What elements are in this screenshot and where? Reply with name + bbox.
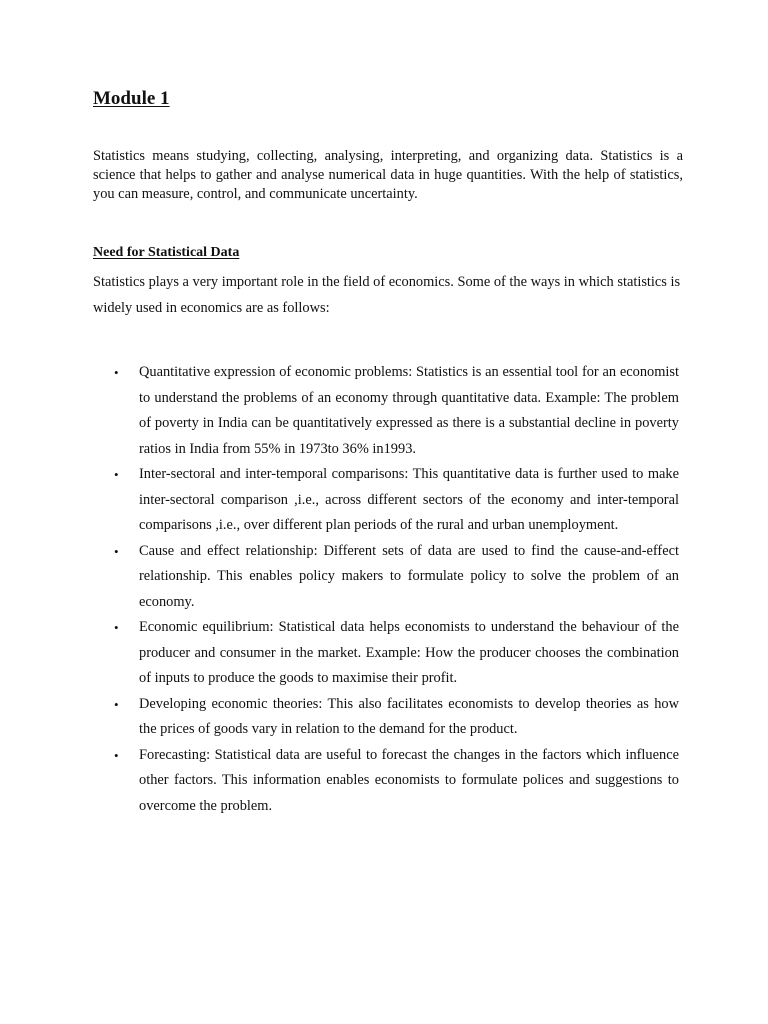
bullet-dot-icon: • xyxy=(114,747,119,763)
bullet-dot-icon: • xyxy=(114,696,119,712)
bullet-dot-icon: • xyxy=(114,467,119,482)
bullet-item-comparisons xyxy=(111,462,679,539)
section-lead-paragraph: Statistics plays a very important role in the field of economics. Some of the ways in which statistics is widely used in economics are as follows: xyxy=(93,274,681,316)
section-heading: Need for Statistical Data xyxy=(93,245,240,260)
bullet-dot-icon: • xyxy=(114,365,119,380)
intro-paragraph: Statistics means studying, collecting, analysing, interpreting, and organizing data. Statistics is a science that helps to gather and analyse numerical data in huge quantities. With the help of statistics, you can measure, control, and communicate uncertainty. xyxy=(93,148,683,202)
bullet-list xyxy=(111,360,679,819)
page-title: Module 1 xyxy=(93,88,170,109)
bullet-text: Forecasting: Statistical data are useful to forecast the changes in the factors which influence other factors. This information enables economists to formulate polices and suggestions to overcome the problem. xyxy=(139,746,679,814)
bullet-item-economic-theories xyxy=(111,692,679,743)
bullet-text: Cause and effect relationship: Different sets of data are used to find the cause-and-effect relationship. This enables policy makers to formulate policy to solve the problem of an economy. xyxy=(139,542,679,610)
bullet-text: Inter-sectoral and inter-temporal comparisons: This quantitative data is further used to make inter-sectoral comparison ,i.e., across different sectors of the economy and inter-temporal comparisons ,i.e., over different plan periods of the rural and urban unemployment. xyxy=(139,466,679,533)
bullet-item-cause-effect xyxy=(111,539,679,616)
bullet-item-forecasting xyxy=(111,743,679,820)
bullet-text: Quantitative expression of economic problems: Statistics is an essential tool for an economist to understand the problems of an economy through quantitative data. Example: The problem of poverty in India can be quantitatively expressed as there is a substantial decline in poverty ratios in India from 55% in 1973to 36% in1993. xyxy=(139,364,679,457)
bullet-text: Economic equilibrium: Statistical data helps economists to understand the behaviour of the producer and consumer in the market. Example: How the producer chooses the combination of inputs to produce the goods to maximise their profit. xyxy=(139,619,679,686)
bullet-text: Developing economic theories: This also facilitates economists to develop theories as how the prices of goods vary in relation to the demand for the product. xyxy=(139,695,679,737)
bullet-dot-icon: • xyxy=(114,543,119,559)
bullet-item-economic-equilibrium xyxy=(111,615,679,692)
bullet-item-quantitative-expression xyxy=(111,360,679,462)
bullet-dot-icon: • xyxy=(114,620,119,635)
